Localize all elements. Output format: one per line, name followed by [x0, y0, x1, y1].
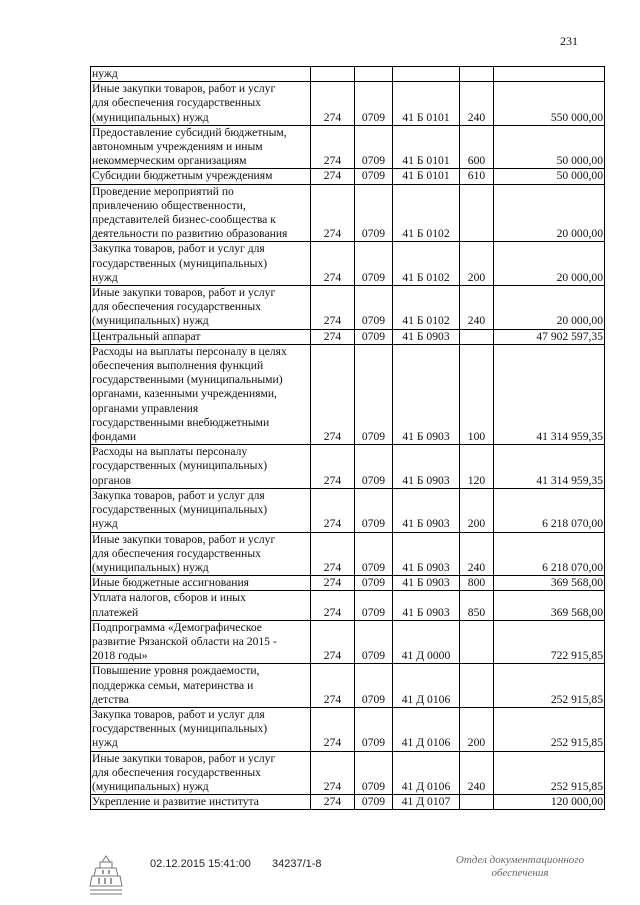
cell-amount: 50 000,00 [494, 125, 605, 169]
cell-amount: 6 218 070,00 [494, 532, 605, 576]
cell-target-article: 41 Б 0903 [393, 576, 460, 591]
cell-expense-type [460, 184, 494, 242]
cell-department-code: 274 [311, 286, 355, 330]
cell-target-article: 41 Б 0903 [393, 532, 460, 576]
footer-department: Отдел документационного обеспечения [455, 854, 585, 879]
cell-department-code: 274 [311, 707, 355, 751]
table-row [91, 620, 605, 664]
cell-section-code: 0709 [355, 795, 393, 810]
footer-doc-number: 34237/1-8 [272, 858, 322, 870]
cell-name: Иные бюджетные ассигнования [91, 576, 311, 591]
footer-datetime: 02.12.2015 15:41:00 [150, 858, 251, 870]
cell-expense-type: 100 [460, 344, 494, 444]
cell-section-code: 0709 [355, 751, 393, 795]
cell-expense-type: 200 [460, 488, 494, 532]
table-row [91, 751, 605, 795]
cell-expense-type: 800 [460, 576, 494, 591]
cell-name: Уплата налогов, сборов и иных платежей [91, 591, 311, 620]
cell-target-article: 41 Б 0903 [393, 329, 460, 344]
page-number: 231 [560, 34, 578, 48]
cell-amount: 41 314 959,35 [494, 445, 605, 489]
page-footer [0, 852, 640, 902]
cell-department-code: 274 [311, 488, 355, 532]
cell-section-code: 0709 [355, 620, 393, 664]
cell-section-code: 0709 [355, 591, 393, 620]
cell-department-code: 274 [311, 591, 355, 620]
cell-department-code: 274 [311, 751, 355, 795]
cell-name: нужд [91, 67, 311, 82]
cell-department-code: 274 [311, 242, 355, 286]
cell-amount: 369 568,00 [494, 591, 605, 620]
table-row [91, 664, 605, 708]
cell-expense-type: 240 [460, 532, 494, 576]
cell-expense-type: 610 [460, 169, 494, 184]
cell-target-article: 41 Б 0102 [393, 286, 460, 330]
cell-section-code [355, 67, 393, 82]
cell-expense-type: 200 [460, 707, 494, 751]
cell-section-code: 0709 [355, 664, 393, 708]
cell-department-code [311, 67, 355, 82]
table-row [91, 169, 605, 184]
cell-department-code: 274 [311, 620, 355, 664]
cell-section-code: 0709 [355, 169, 393, 184]
cell-amount: 20 000,00 [494, 242, 605, 286]
budget-table [90, 66, 605, 810]
table-row [91, 344, 605, 444]
cell-name: Расходы на выплаты персоналу государственных (муниципальных) органов [91, 445, 311, 489]
cell-amount: 369 568,00 [494, 576, 605, 591]
cell-amount [494, 67, 605, 82]
cell-section-code: 0709 [355, 125, 393, 169]
cell-amount: 550 000,00 [494, 82, 605, 126]
cell-department-code: 274 [311, 445, 355, 489]
cell-department-code: 274 [311, 344, 355, 444]
cell-amount: 20 000,00 [494, 286, 605, 330]
cell-target-article [393, 67, 460, 82]
table-row [91, 125, 605, 169]
cell-name: Укрепление и развитие института [91, 795, 311, 810]
table-row [91, 329, 605, 344]
table-row [91, 488, 605, 532]
cell-expense-type: 600 [460, 125, 494, 169]
cell-target-article: 41 Д 0107 [393, 795, 460, 810]
cell-expense-type: 850 [460, 591, 494, 620]
cell-section-code: 0709 [355, 82, 393, 126]
cell-expense-type: 120 [460, 445, 494, 489]
table-row [91, 576, 605, 591]
table-row [91, 82, 605, 126]
table-row [91, 532, 605, 576]
cell-expense-type [460, 67, 494, 82]
cell-name: Закупка товаров, работ и услуг для государственных (муниципальных) нужд [91, 707, 311, 751]
cell-department-code: 274 [311, 184, 355, 242]
cell-name: Расходы на выплаты персоналу в целях обеспечения выполнения функций государственными (муниципальными) органами, казенными учреждениями, органами управления государственными внебюджетными фондами [91, 344, 311, 444]
cell-name: Проведение мероприятий по привлечению общественности, представителей бизнес-сообщества к деятельности по развитию образования [91, 184, 311, 242]
cell-amount: 252 915,85 [494, 751, 605, 795]
cell-target-article: 41 Б 0903 [393, 344, 460, 444]
cell-expense-type [460, 795, 494, 810]
cell-department-code: 274 [311, 576, 355, 591]
cell-section-code: 0709 [355, 488, 393, 532]
cell-target-article: 41 Д 0106 [393, 751, 460, 795]
cell-amount: 6 218 070,00 [494, 488, 605, 532]
table-row [91, 795, 605, 810]
cell-name: Закупка товаров, работ и услуг для государственных (муниципальных) нужд [91, 242, 311, 286]
cell-target-article: 41 Б 0903 [393, 591, 460, 620]
cell-name: Субсидии бюджетным учреждениям [91, 169, 311, 184]
table-row [91, 591, 605, 620]
cell-amount: 20 000,00 [494, 184, 605, 242]
cell-target-article: 41 Д 0000 [393, 620, 460, 664]
cell-amount: 120 000,00 [494, 795, 605, 810]
table-row [91, 242, 605, 286]
cell-section-code: 0709 [355, 445, 393, 489]
cell-name: Повышение уровня рождаемости, поддержка семьи, материнства и детства [91, 664, 311, 708]
cell-target-article: 41 Б 0903 [393, 445, 460, 489]
cell-amount: 50 000,00 [494, 169, 605, 184]
cell-target-article: 41 Б 0101 [393, 125, 460, 169]
cell-department-code: 274 [311, 329, 355, 344]
cell-expense-type [460, 329, 494, 344]
cell-section-code: 0709 [355, 242, 393, 286]
cell-name: Центральный аппарат [91, 329, 311, 344]
budget-table-body [91, 67, 605, 810]
cell-expense-type [460, 664, 494, 708]
cell-expense-type: 240 [460, 286, 494, 330]
table-row [91, 707, 605, 751]
cell-expense-type [460, 620, 494, 664]
cell-name: Иные закупки товаров, работ и услуг для обеспечения государственных (муниципальных) нужд [91, 82, 311, 126]
cell-target-article: 41 Д 0106 [393, 707, 460, 751]
cell-target-article: 41 Б 0903 [393, 488, 460, 532]
table-row [91, 286, 605, 330]
cell-name: Закупка товаров, работ и услуг для государственных (муниципальных) нужд [91, 488, 311, 532]
cell-amount: 252 915,85 [494, 707, 605, 751]
cell-section-code: 0709 [355, 707, 393, 751]
table-row [91, 445, 605, 489]
cell-department-code: 274 [311, 664, 355, 708]
cell-section-code: 0709 [355, 532, 393, 576]
cell-name: Иные закупки товаров, работ и услуг для обеспечения государственных (муниципальных) нужд [91, 751, 311, 795]
cell-amount: 41 314 959,35 [494, 344, 605, 444]
cell-target-article: 41 Б 0101 [393, 82, 460, 126]
cell-target-article: 41 Д 0106 [393, 664, 460, 708]
cell-name: Иные закупки товаров, работ и услуг для обеспечения государственных (муниципальных) нужд [91, 532, 311, 576]
cell-expense-type: 240 [460, 751, 494, 795]
cell-department-code: 274 [311, 82, 355, 126]
cell-name: Иные закупки товаров, работ и услуг для обеспечения государственных (муниципальных) нужд [91, 286, 311, 330]
cell-department-code: 274 [311, 169, 355, 184]
cell-section-code: 0709 [355, 344, 393, 444]
cell-department-code: 274 [311, 125, 355, 169]
cell-target-article: 41 Б 0101 [393, 169, 460, 184]
cell-expense-type: 200 [460, 242, 494, 286]
emblem-icon [88, 854, 124, 898]
cell-section-code: 0709 [355, 576, 393, 591]
cell-expense-type: 240 [460, 82, 494, 126]
cell-section-code: 0709 [355, 184, 393, 242]
cell-department-code: 274 [311, 532, 355, 576]
cell-name: Предоставление субсидий бюджетным, автономным учреждениям и иным некоммерческим организациям [91, 125, 311, 169]
cell-target-article: 41 Б 0102 [393, 242, 460, 286]
cell-amount: 722 915,85 [494, 620, 605, 664]
cell-amount: 47 902 597,35 [494, 329, 605, 344]
cell-amount: 252 915,85 [494, 664, 605, 708]
cell-name: Подпрограмма «Демографическое развитие Рязанской области на 2015 - 2018 годы» [91, 620, 311, 664]
cell-department-code: 274 [311, 795, 355, 810]
cell-section-code: 0709 [355, 286, 393, 330]
table-row [91, 184, 605, 242]
cell-target-article: 41 Б 0102 [393, 184, 460, 242]
table-row [91, 67, 605, 82]
cell-section-code: 0709 [355, 329, 393, 344]
